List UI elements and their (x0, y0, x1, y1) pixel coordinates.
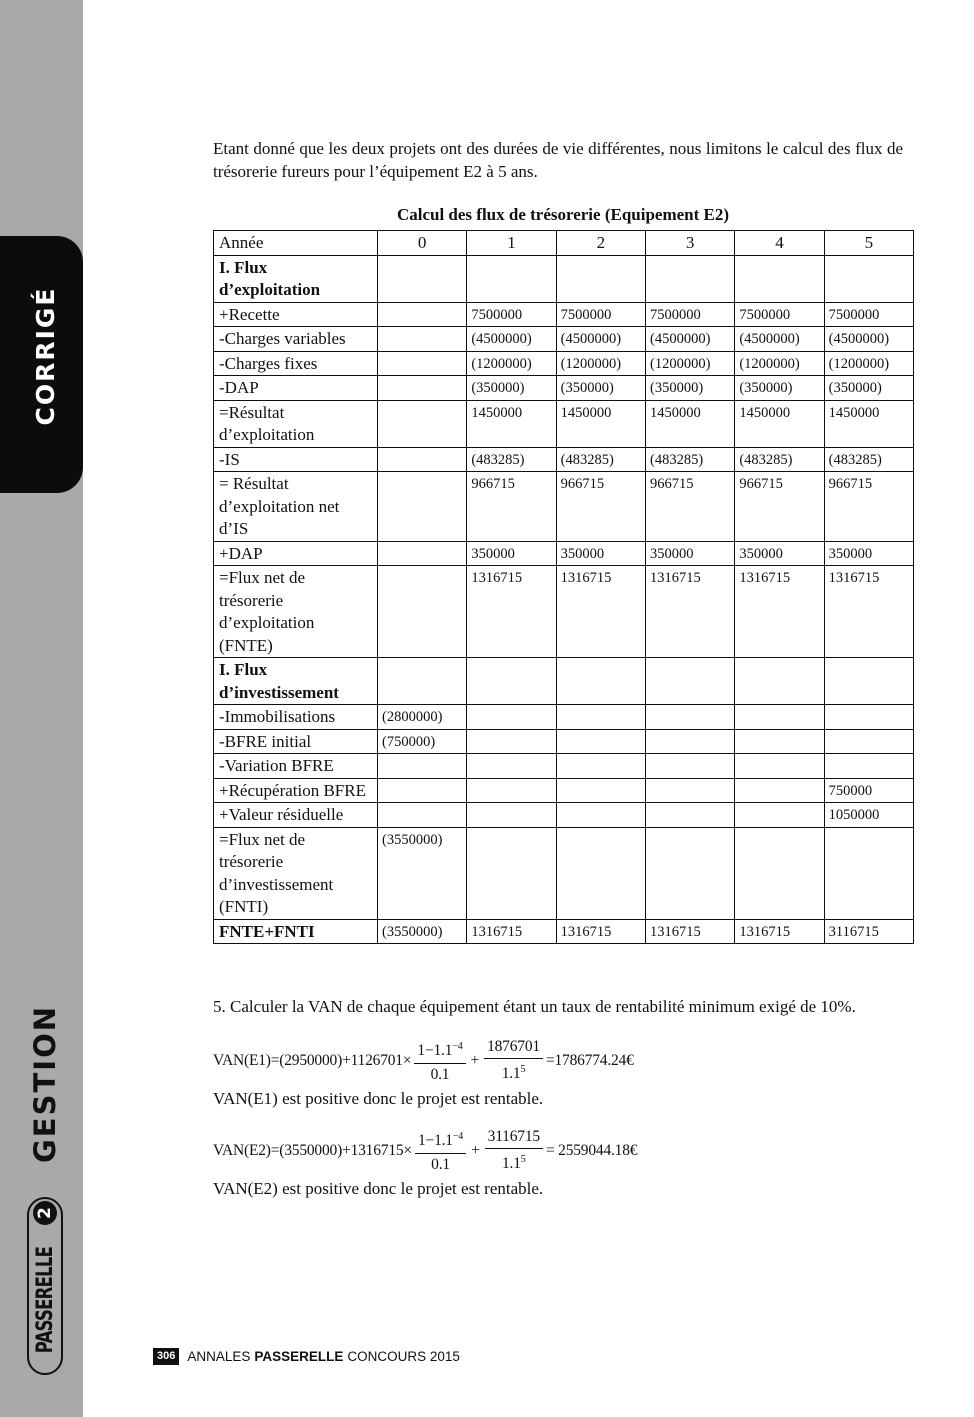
table-cell: 7500000 (556, 302, 645, 327)
table-cell (467, 754, 556, 779)
table-row (214, 658, 914, 705)
footer-text-bold: PASSERELLE (254, 1348, 344, 1364)
table-cell (645, 803, 734, 828)
row-label: -Variation BFRE (214, 754, 378, 779)
table-cell (467, 658, 556, 705)
table-cell: (1200000) (824, 351, 913, 376)
table-cell (378, 803, 467, 828)
table-row (214, 827, 914, 919)
table-cell (735, 705, 824, 730)
table-row (214, 447, 914, 472)
row-label: = Résultat d’exploitation net d’IS (214, 472, 378, 542)
plus-sign: + (471, 1142, 480, 1159)
header-cell-year: 5 (824, 231, 913, 256)
formula-van-e2 (213, 1126, 637, 1176)
footer-text-after: CONCOURS 2015 (347, 1348, 460, 1364)
table-cell (645, 754, 734, 779)
question-5: 5. Calculer la VAN de chaque équipement étant un taux de rentabilité minimum exigé de 10%. (213, 997, 856, 1016)
table-row (214, 803, 914, 828)
table-cell (824, 658, 913, 705)
fraction-denominator: 1.1 (502, 1155, 521, 1173)
fraction-numerator: 1−1.1 (417, 1042, 453, 1060)
table-cell (467, 255, 556, 302)
table-cell (645, 705, 734, 730)
header-cell-year: 3 (645, 231, 734, 256)
table-cell: (4500000) (467, 327, 556, 352)
table-cell (735, 255, 824, 302)
table-cell: 3116715 (824, 919, 913, 944)
table-cell (645, 729, 734, 754)
row-label: -Immobilisations (214, 705, 378, 730)
row-label: =Résultat d’exploitation (214, 400, 378, 447)
table-row (214, 729, 914, 754)
table-cell (556, 705, 645, 730)
formula-result: = 2559044.18€ (545, 1142, 638, 1159)
table-cell (735, 803, 824, 828)
table-cell: 966715 (467, 472, 556, 542)
table-cell: 350000 (735, 541, 824, 566)
table-cell: 1316715 (467, 566, 556, 658)
table-cell: (483285) (735, 447, 824, 472)
table-cell (824, 729, 913, 754)
table-cell (378, 376, 467, 401)
fraction-denominator: 0.1 (430, 1065, 450, 1083)
table-cell (378, 566, 467, 658)
table-cell: 1450000 (556, 400, 645, 447)
table-row (214, 255, 914, 302)
table-cell (378, 327, 467, 352)
table-cell (467, 827, 556, 919)
table-cell: 1316715 (735, 919, 824, 944)
table-cell (378, 255, 467, 302)
table-cell: 350000 (467, 541, 556, 566)
fraction-exponent: −4 (452, 1041, 463, 1053)
table-cell: 1450000 (824, 400, 913, 447)
row-label: -Charges variables (214, 327, 378, 352)
table-cell: (4500000) (556, 327, 645, 352)
row-label: +DAP (214, 541, 378, 566)
row-label: +Récupération BFRE (214, 778, 378, 803)
table-cell (378, 400, 467, 447)
fraction-exponent: −4 (452, 1131, 464, 1143)
formula-prefix: VAN(E2)=(3550000)+1316715× (213, 1142, 412, 1159)
table-cell (378, 778, 467, 803)
table-cell: (1200000) (645, 351, 734, 376)
table-cell: (2800000) (378, 705, 467, 730)
final-flow-fraction (484, 1038, 543, 1083)
table-cell (735, 778, 824, 803)
table-row (214, 472, 914, 542)
table-cell: (483285) (824, 447, 913, 472)
gestion-label: GESTION (28, 1005, 62, 1163)
plus-sign: + (470, 1052, 480, 1069)
table-cell: (4500000) (645, 327, 734, 352)
table-row (214, 400, 914, 447)
formula-result: =1786774.24€ (545, 1052, 634, 1069)
fraction-exponent: 5 (520, 1154, 526, 1166)
final-flow-fraction (485, 1128, 543, 1173)
table-cell (378, 541, 467, 566)
table-cell: 966715 (645, 472, 734, 542)
table-cell (735, 827, 824, 919)
header-cell-label: Année (214, 231, 378, 256)
table-cell: (4500000) (735, 327, 824, 352)
row-label: =Flux net de trésorerie d’exploitation (FNTE) (214, 566, 378, 658)
header-cell-year: 2 (556, 231, 645, 256)
table-cell: 1450000 (467, 400, 556, 447)
table-cell (467, 778, 556, 803)
table-cell (645, 778, 734, 803)
table-cell: 966715 (556, 472, 645, 542)
formula-van-e1 (213, 1036, 634, 1086)
table-cell: 1450000 (645, 400, 734, 447)
annuity-fraction (414, 1038, 465, 1083)
table-title: Calcul des flux de trésorerie (Equipement E2) (396, 205, 730, 224)
table-cell: (350000) (645, 376, 734, 401)
table-cell (378, 658, 467, 705)
table-cell (556, 778, 645, 803)
table-cell: 7500000 (824, 302, 913, 327)
table-cell (556, 658, 645, 705)
page-number: 306 (153, 1348, 179, 1365)
sidebar (0, 0, 83, 1417)
row-label: +Valeur résiduelle (214, 803, 378, 828)
table-cell: 750000 (824, 778, 913, 803)
intro-paragraph: Etant donné que les deux projets ont des durées de vie différentes, nous limitons le calcul des flux de trésorerie fureurs pour l’équipement E2 à 5 ans. (213, 139, 903, 181)
table-cell: (750000) (378, 729, 467, 754)
table-cell (645, 658, 734, 705)
page-footer (153, 1347, 460, 1365)
row-label: -Charges fixes (214, 351, 378, 376)
row-label: I. Flux d’investissement (214, 658, 378, 705)
table-cell (645, 255, 734, 302)
table-cell (645, 827, 734, 919)
table-row (214, 705, 914, 730)
table-cell: (483285) (467, 447, 556, 472)
logo-number: 2 (33, 1201, 57, 1225)
header-cell-year: 4 (735, 231, 824, 256)
table-cell (378, 351, 467, 376)
cash-flow-table (213, 230, 914, 944)
table-cell: (4500000) (824, 327, 913, 352)
table-cell: (3550000) (378, 919, 467, 944)
table-cell: (483285) (645, 447, 734, 472)
annuity-fraction (415, 1128, 466, 1173)
table-cell: 350000 (645, 541, 734, 566)
table-cell: (1200000) (467, 351, 556, 376)
table-cell (735, 754, 824, 779)
header-cell-year: 1 (467, 231, 556, 256)
table-cell: 7500000 (645, 302, 734, 327)
table-cell (556, 754, 645, 779)
table-cell: 1316715 (556, 566, 645, 658)
table-row (214, 566, 914, 658)
table-cell (556, 803, 645, 828)
table-cell (824, 705, 913, 730)
row-label: -BFRE initial (214, 729, 378, 754)
formula-prefix: VAN(E1)=(2950000)+1126701× (213, 1052, 412, 1069)
table-cell: 1316715 (735, 566, 824, 658)
table-cell: 1316715 (824, 566, 913, 658)
fraction-denominator: 0.1 (431, 1155, 450, 1173)
footer-text-before: ANNALES (187, 1348, 251, 1364)
table-cell (735, 729, 824, 754)
fraction-denominator: 1.1 (501, 1065, 521, 1083)
table-cell (378, 447, 467, 472)
table-cell: 966715 (735, 472, 824, 542)
table-cell (467, 705, 556, 730)
table-cell (824, 255, 913, 302)
row-label: -DAP (214, 376, 378, 401)
table-cell: (3550000) (378, 827, 467, 919)
table-cell: 7500000 (467, 302, 556, 327)
table-cell (735, 658, 824, 705)
table-cell: (350000) (735, 376, 824, 401)
table-cell: 7500000 (735, 302, 824, 327)
table-cell (467, 729, 556, 754)
logo-text: PASSERELLE (32, 1246, 58, 1354)
corrige-label: CORRIGÉ (31, 286, 60, 426)
header-cell-year: 0 (378, 231, 467, 256)
table-cell: 350000 (556, 541, 645, 566)
table-row (214, 376, 914, 401)
table-cell: 1450000 (735, 400, 824, 447)
passerelle-logo (27, 1197, 63, 1375)
table-cell: (483285) (556, 447, 645, 472)
table-cell: (350000) (556, 376, 645, 401)
table-cell: 966715 (824, 472, 913, 542)
table-row (214, 327, 914, 352)
table-cell: 1316715 (467, 919, 556, 944)
fraction-numerator: 3116715 (485, 1128, 543, 1149)
conclusion-e1: VAN(E1) est positive donc le projet est rentable. (213, 1089, 544, 1108)
table-row (214, 541, 914, 566)
fraction-numerator: 1−1.1 (417, 1132, 453, 1150)
table-cell (467, 803, 556, 828)
row-label: I. Flux d’exploitation (214, 255, 378, 302)
table-row (214, 919, 914, 944)
table-cell: (350000) (467, 376, 556, 401)
table-row (214, 778, 914, 803)
table-cell (556, 255, 645, 302)
table-cell: 1316715 (645, 566, 734, 658)
row-label: =Flux net de trésorerie d’investissement (FNTI) (214, 827, 378, 919)
table-cell: 350000 (824, 541, 913, 566)
table-cell: (350000) (824, 376, 913, 401)
table-cell: 1316715 (645, 919, 734, 944)
table-cell: (1200000) (735, 351, 824, 376)
row-label: +Recette (214, 302, 378, 327)
table-cell (824, 827, 913, 919)
table-row (214, 302, 914, 327)
table-cell: 1050000 (824, 803, 913, 828)
table-cell: 1316715 (556, 919, 645, 944)
fraction-numerator: 1876701 (484, 1038, 543, 1059)
table-cell (556, 827, 645, 919)
conclusion-e2: VAN(E2) est positive donc le projet est rentable. (213, 1179, 544, 1198)
row-label: -IS (214, 447, 378, 472)
table-cell (824, 754, 913, 779)
table-cell (378, 472, 467, 542)
table-header-row (214, 231, 914, 256)
row-label: FNTE+FNTI (214, 919, 378, 944)
fraction-exponent: 5 (520, 1064, 526, 1076)
table-cell (378, 302, 467, 327)
table-cell (378, 754, 467, 779)
table-cell (556, 729, 645, 754)
table-row (214, 351, 914, 376)
table-row (214, 754, 914, 779)
table-cell: (1200000) (556, 351, 645, 376)
